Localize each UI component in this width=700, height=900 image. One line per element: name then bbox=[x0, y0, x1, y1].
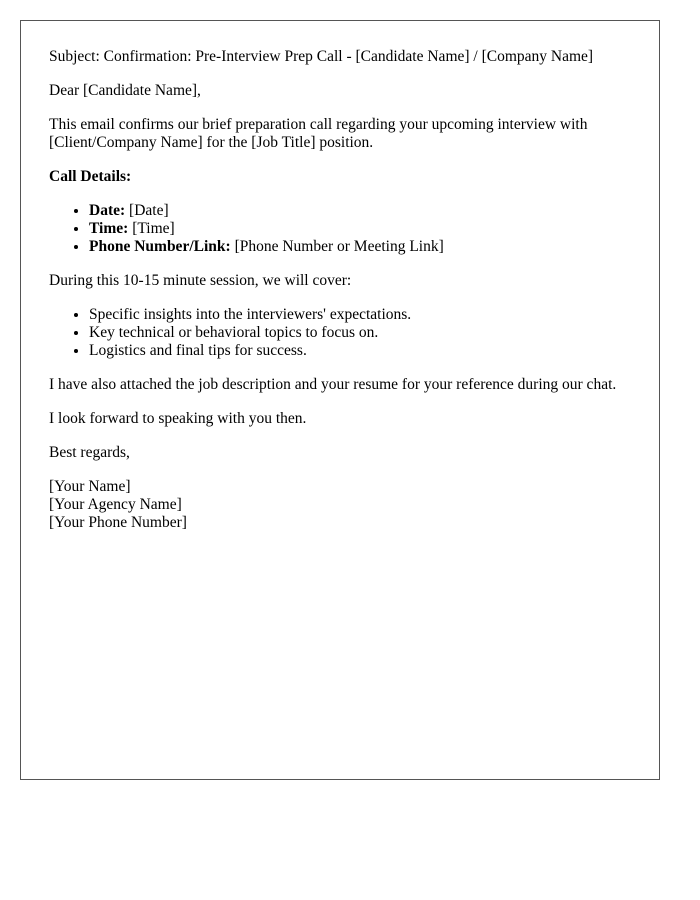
topic-item: • Key technical or behavioral topics to focus on. bbox=[89, 324, 639, 342]
call-details-heading-text: Call Details: bbox=[49, 168, 132, 185]
email-intro: This email confirms our brief preparation call regarding your upcoming interview with [Client/Company Name] for the [Job Title] position. bbox=[49, 116, 588, 151]
closing-line: I look forward to speaking with you then. bbox=[49, 410, 307, 427]
call-detail-phone bbox=[89, 238, 639, 256]
email-greeting: Dear [Candidate Name], bbox=[49, 82, 201, 99]
attachment-note: I have also attached the job description and your resume for your reference during our chat. bbox=[49, 376, 617, 393]
call-detail-value: [Date] bbox=[125, 202, 169, 219]
sign-off: Best regards, bbox=[49, 444, 130, 461]
call-details-list bbox=[49, 202, 639, 256]
call-detail-label: Phone Number/Link: bbox=[89, 238, 231, 255]
call-detail-value: [Time] bbox=[128, 220, 175, 237]
call-detail-value: [Phone Number or Meeting Link] bbox=[230, 238, 444, 255]
email-body bbox=[49, 48, 639, 532]
call-detail-label: Time: bbox=[89, 220, 129, 237]
signature-agency: [Your Agency Name] bbox=[49, 496, 182, 513]
call-details-heading bbox=[49, 168, 639, 186]
email-subject: Subject: Confirmation: Pre-Interview Prep Call - [Candidate Name] / [Company Name] bbox=[49, 48, 594, 65]
topic-item: • Logistics and final tips for success. bbox=[89, 342, 639, 360]
signature-block bbox=[49, 478, 639, 532]
session-intro: During this 10-15 minute session, we will cover: bbox=[49, 272, 352, 289]
call-detail-time bbox=[89, 220, 639, 238]
signature-phone: [Your Phone Number] bbox=[49, 514, 187, 531]
call-detail-date bbox=[89, 202, 639, 220]
topics-list bbox=[49, 306, 639, 360]
signature-name: [Your Name] bbox=[49, 478, 131, 495]
email-document bbox=[20, 20, 660, 780]
topic-item: • Specific insights into the interviewers' expectations. bbox=[89, 306, 639, 324]
call-detail-label: Date: bbox=[89, 202, 126, 219]
